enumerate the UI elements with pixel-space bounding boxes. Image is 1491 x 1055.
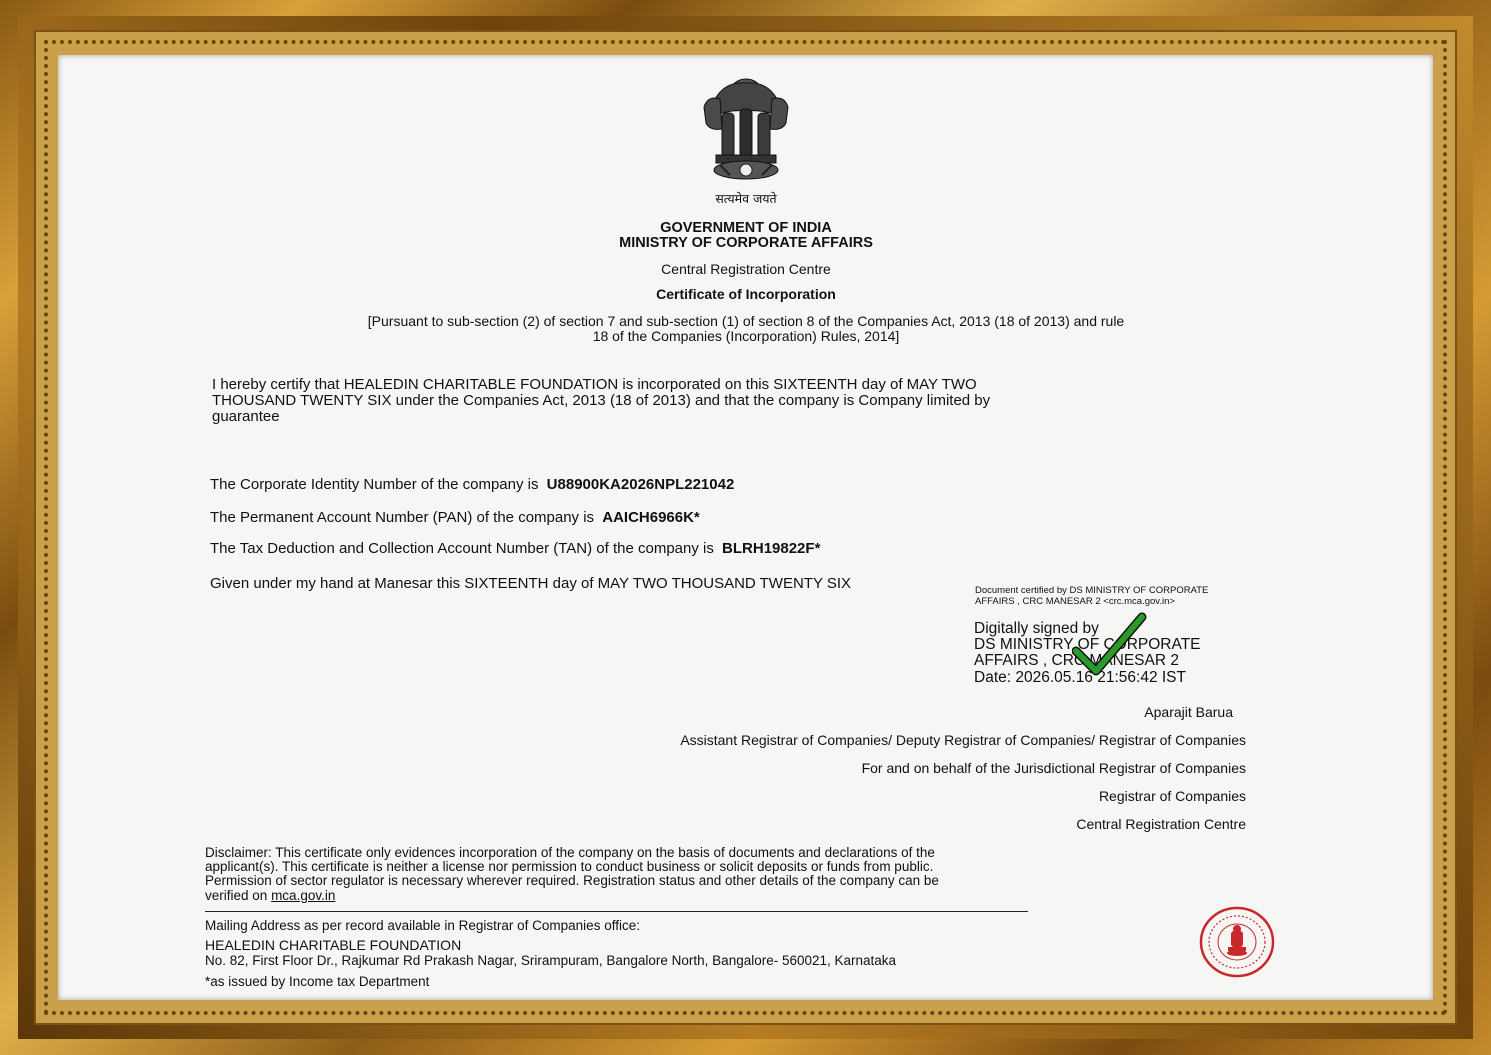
official-seal-icon: [1198, 905, 1276, 979]
certify-line-3: guarantee: [212, 408, 280, 425]
disclaimer-line-3: Permission of sector regulator is necessary wherever required. Registration status and other details of the company can be: [205, 873, 939, 888]
signature-line-1: Digitally signed by: [974, 620, 1099, 637]
registration-centre: Central Registration Centre: [661, 261, 831, 277]
cin-value: U88900KA2026NPL221042: [546, 476, 735, 493]
certificate-title: Certificate of Incorporation: [656, 286, 836, 302]
signature-line-3: AFFAIRS , CRC MANESAR 2: [974, 652, 1179, 669]
disclaimer-line-1: Disclaimer: This certificate only evidences incorporation of the company on the basis of documents and declarations of the: [205, 845, 935, 860]
tan-label: The Tax Deduction and Collection Account Number (TAN) of the company is: [210, 540, 714, 557]
registrar-role: Assistant Registrar of Companies/ Deputy Registrar of Companies/ Registrar of Companies: [680, 732, 1246, 748]
signature-line-2: DS MINISTRY OF CORPORATE: [974, 636, 1201, 653]
mailing-heading: Mailing Address as per record available in Registrar of Companies office:: [205, 918, 640, 933]
pan-value: AAICH6966K*: [602, 509, 700, 526]
disclaimer-line-2: applicant(s). This certificate is neither a license nor permission to conduct business or solicit deposits or funds from public.: [205, 859, 934, 874]
registrar-crc: Central Registration Centre: [1076, 816, 1246, 832]
registrar-behalf: For and on behalf of the Jurisdictional Registrar of Companies: [861, 760, 1246, 776]
certify-line-2: THOUSAND TWENTY SIX under the Companies Act, 2013 (18 of 2013) and that the company is Company limited by: [212, 392, 991, 409]
pursuant-line-2: 18 of the Companies (Incorporation) Rules, 2014]: [592, 328, 900, 344]
ministry-heading: MINISTRY OF CORPORATE AFFAIRS: [619, 235, 873, 251]
checkmark-icon: [1072, 611, 1148, 683]
certify-line-1: I hereby certify that HEALEDIN CHARITABLE FOUNDATION is incorporated on this SIXTEENTH day of MAY TWO: [212, 376, 977, 393]
certified-note-line-2: AFFAIRS , CRC MANESAR 2 <crc.mca.gov.in>: [975, 596, 1175, 607]
cin-row: [210, 477, 734, 493]
pursuant-line-1: [Pursuant to sub-section (2) of section 7 and sub-section (1) of section 8 of the Companies Act, 2013 (18 of 2013) and rule: [367, 313, 1125, 329]
certificate-paper: [58, 55, 1433, 1000]
registrar-roc: Registrar of Companies: [1098, 788, 1246, 804]
pan-row: [210, 510, 700, 526]
certified-note-line-1: Document certified by DS MINISTRY OF CORPORATE: [975, 585, 1209, 596]
pan-label: The Permanent Account Number (PAN) of the company is: [210, 509, 595, 526]
mailing-address: No. 82, First Floor Dr., Rajkumar Rd Prakash Nagar, Srirampuram, Bangalore North, Bangalore- 560021, Karnataka: [205, 953, 897, 968]
national-emblem-icon: [694, 73, 798, 191]
tan-row: [210, 541, 820, 557]
registrar-name: Aparajit Barua: [1144, 704, 1233, 720]
tan-value: BLRH19822F*: [722, 540, 821, 557]
emblem-motto: सत्यमेव जयते: [715, 191, 777, 206]
mca-link[interactable]: mca.gov.in: [271, 888, 336, 903]
disclaimer-verified-prefix: verified on: [205, 888, 268, 903]
given-line: Given under my hand at Manesar this SIXTEENTH day of MAY TWO THOUSAND TWENTY SIX: [210, 575, 852, 592]
pan-footnote: *as issued by Income tax Department: [205, 974, 430, 989]
government-heading: GOVERNMENT OF INDIA: [660, 220, 832, 236]
cin-label: The Corporate Identity Number of the company is: [210, 476, 539, 493]
mailing-company-name: HEALEDIN CHARITABLE FOUNDATION: [205, 937, 462, 953]
disclaimer-line-4: [205, 889, 335, 904]
divider: [205, 911, 1028, 912]
signature-date: Date: 2026.05.16 21:56:42 IST: [974, 669, 1186, 686]
